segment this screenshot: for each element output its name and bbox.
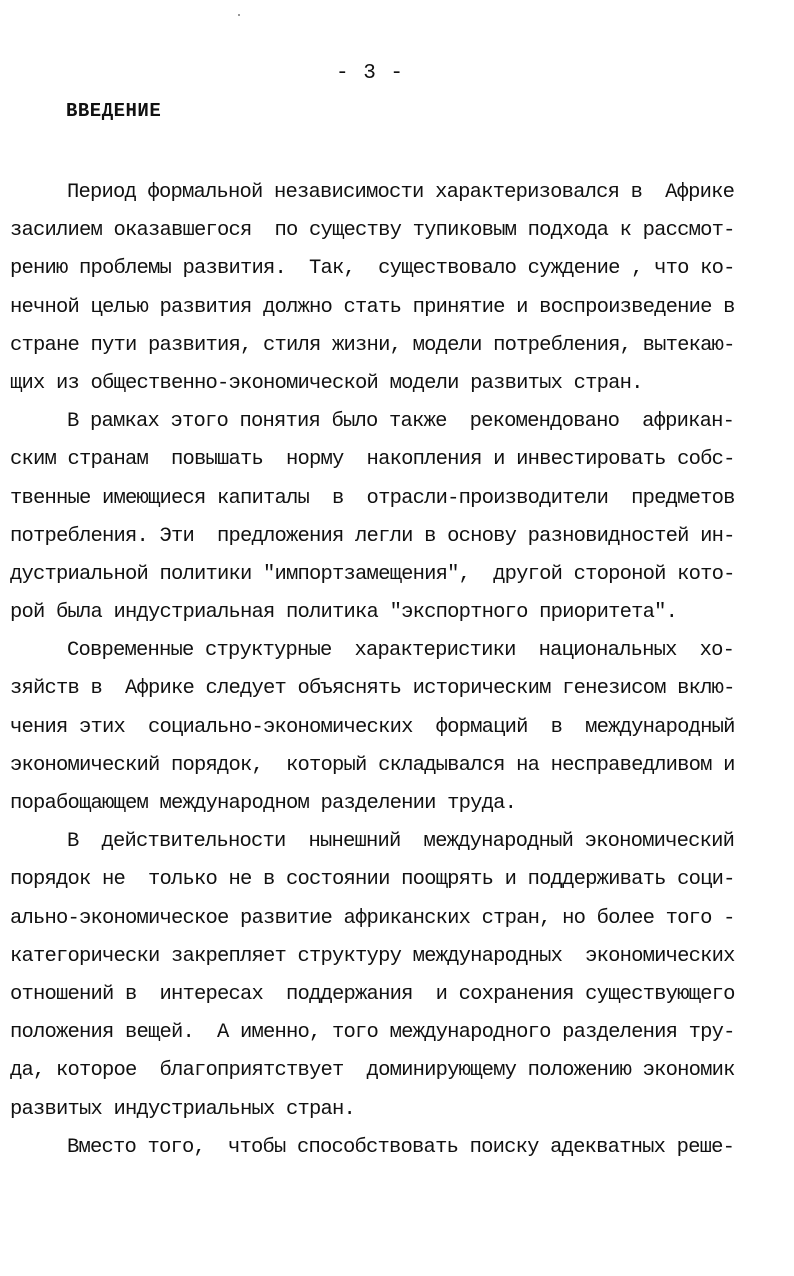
section-heading: ВВЕДЕНИЕ <box>66 100 162 122</box>
text-line: щих из общественно-экономической модели развитых стран. <box>10 371 643 395</box>
scan-speck <box>238 14 240 16</box>
text-line: порядок не только не в состоянии поощрять и поддерживать соци- <box>10 868 735 892</box>
text-line: порабощающем международном разделении труда. <box>10 792 517 815</box>
text-line: В действительности нынешний международный экономический <box>67 830 735 854</box>
text-line: рению проблемы развития. Так, существовало суждение , что ко- <box>10 257 735 281</box>
text-line: зяйств в Африке следует объяснять историческим генезисом вклю- <box>10 677 735 701</box>
text-line: дустриальной политики "импортзамещения", другой стороной кото- <box>10 562 735 586</box>
paragraph-1 <box>10 174 735 403</box>
text-line: отношений в интересах поддержания и сохранения существующего <box>10 982 735 1006</box>
text-line: В рамках этого понятия было также рекомендовано африкан- <box>67 410 735 434</box>
text-line: чения этих социально-экономических формаций в международный <box>10 715 735 739</box>
text-line: Современные структурные характеристики национальных хо- <box>67 639 735 663</box>
text-line: потребления. Эти предложения легли в основу разновидностей ин- <box>10 524 735 548</box>
paragraph-2 <box>10 403 735 632</box>
text-line: твенные имеющиеся капиталы в отрасли-производители предметов <box>10 486 735 510</box>
paragraph-5 <box>10 1129 735 1167</box>
paragraph-3 <box>10 632 735 823</box>
text-line: рой была индустриальная политика "экспортного приоритета". <box>10 601 678 625</box>
text-line: засилием оказавшегося по существу тупиковым подхода к рассмот- <box>10 219 735 243</box>
text-line: экономический порядок, который складывался на несправедливом и <box>10 753 735 777</box>
page-number: - 3 - <box>335 62 404 85</box>
text-line: да, которое благоприятствует доминирующему положению экономик <box>10 1059 735 1083</box>
text-line: ально-экономическое развитие африканских стран, но более того - <box>10 906 735 930</box>
text-line: нечной целью развития должно стать принятие и воспроизведение в <box>10 295 735 319</box>
text-line: положения вещей. А именно, того международного разделения тру- <box>10 1021 735 1045</box>
text-line: ским странам повышать норму накопления и инвестировать собс- <box>10 448 735 472</box>
text-line: стране пути развития, стиля жизни, модели потребления, вытекаю- <box>10 333 735 357</box>
text-line: Вместо того, чтобы способствовать поиску адекватных реше- <box>67 1135 735 1159</box>
text-line: категорически закрепляет структуру международных экономических <box>10 944 735 968</box>
text-line: развитых индустриальных стран. <box>10 1097 356 1121</box>
text-line: Период формальной независимости характеризовался в Африке <box>67 181 735 204</box>
paragraph-4 <box>10 823 735 1129</box>
body-text <box>10 174 735 1167</box>
